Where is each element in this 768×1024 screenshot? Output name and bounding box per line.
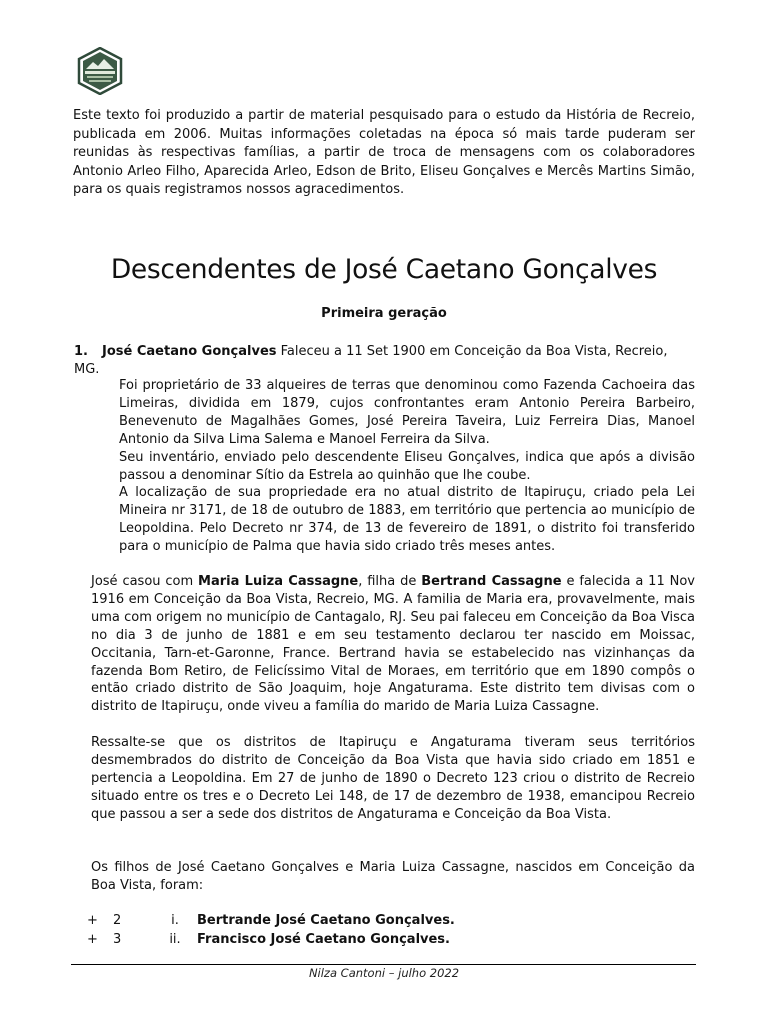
marriage-paragraph <box>91 573 695 716</box>
property-note: Foi proprietário de 33 alqueires de terras que denominou como Fazenda Cachoeira das Limeiras, dividida em 1879, cujos confrontantes eram Antonio Pereira Barbeiro, Benevenuto de Magalhães Gomes, José Pereira Taveira, Luiz Ferreira Dias, Manoel Antonio da Silva Lima Salema e Manoel Ferreira da Silva. <box>119 378 695 447</box>
child-number: 2 <box>113 913 122 928</box>
child-entry <box>87 931 687 949</box>
child-entry <box>87 912 687 930</box>
child-roman: i. <box>171 913 179 928</box>
entry-number: 1. <box>74 344 88 359</box>
text-run: , filha de <box>358 574 422 589</box>
footer-divider <box>71 964 696 965</box>
children-intro: Os filhos de José Caetano Gonçalves e Maria Luiza Cassagne, nascidos em Conceição da Boa Vista, foram: <box>91 860 695 893</box>
child-name: Francisco José Caetano Gonçalves. <box>197 932 450 947</box>
property-note: A localização de sua propriedade era no atual distrito de Itapiruçu, criado pela Lei Mineira nr 3171, de 18 de outubro de 1883, em território que pertencia ao município de Leopoldina. Pelo Decreto nr 374, de 13 de fevereiro de 1891, o distrito foi transferido para o município de Palma que havia sido criado três meses antes. <box>119 485 695 555</box>
text-run: José casou com <box>91 574 199 589</box>
footer-credit: Nilza Cantoni – julho 2022 <box>308 966 460 980</box>
text-run: e falecida a 11 Nov 1916 em Conceição da Boa Vista, Recreio, MG. A familia de Maria era, provavelmente, mais uma com origem no município de Cantagalo, RJ. Seu pai faleceu em Conceição da Boa Visca no dia 3 de junho de 1881 e em seu testamento declarou ter nascido em Moissac, Occitania, Tarn-et-Garonne, France. Bertrand havia se estabelecido nas vizinhanças da fazenda Bom Retiro, de Felicíssimo Vital de Moraes, em território que em 1890 compôs o então criado distrito de São Joaquim, hoje Angaturama. Este distrito tem divisas com o distrito de Itapiruçu, onde viveu a família do marido de Maria Luiza Cassagne. <box>91 574 695 715</box>
document-title: Descendentes de José Caetano Gonçalves <box>110 254 658 285</box>
generation-heading: Primeira geração <box>321 306 447 321</box>
has-descendants-marker: + <box>87 913 98 928</box>
has-descendants-marker: + <box>87 932 98 947</box>
person-death-text: Faleceu a 11 Set 1900 em Conceição da Boa Vista, Recreio, MG. <box>74 344 668 377</box>
property-notes <box>119 377 695 556</box>
property-note: Seu inventário, enviado pelo descendente Eliseu Gonçalves, indica que após a divisão passou a denominar Sítio da Estrela ao quinhão que lhe coube. <box>119 449 695 483</box>
intro-paragraph: Este texto foi produzido a partir de material pesquisado para o estudo da História de Recreio, publicada em 2006. Muitas informações coletadas na época só mais tarde puderam ser reunidas às respectivas famílias, a partir de troca de mensagens com os colaboradores Antonio Arleo Filho, Aparecida Arleo, Edson de Brito, Eliseu Gonçalves e Mercês Martins Simão, para os quais registramos nossos agracedimentos. <box>73 108 695 198</box>
child-roman: ii. <box>169 932 181 947</box>
spouse-name: Maria Luiza Cassagne <box>198 574 359 589</box>
person-entry <box>74 343 696 379</box>
spouse-father-name: Bertrand Cassagne <box>421 574 562 589</box>
hexagon-emblem-icon <box>77 47 123 95</box>
child-number: 3 <box>113 932 122 947</box>
person-name: José Caetano Gonçalves <box>102 344 277 359</box>
child-name: Bertrande José Caetano Gonçalves. <box>197 913 455 928</box>
districts-paragraph: Ressalte-se que os distritos de Itapiruçu e Angaturama tiveram seus territórios desmembrados do distrito de Conceição da Boa Vista que havia sido criado em 1851 e pertencia a Leopoldina. Em 27 de junho de 1890 o Decreto 123 criou o distrito de Recreio situado entre os tres e o Decreto Lei 148, de 17 de dezembro de 1938, emancipou Recreio que passou a ser a sede dos distritos de Angaturama e Conceição da Boa Vista. <box>91 735 695 822</box>
